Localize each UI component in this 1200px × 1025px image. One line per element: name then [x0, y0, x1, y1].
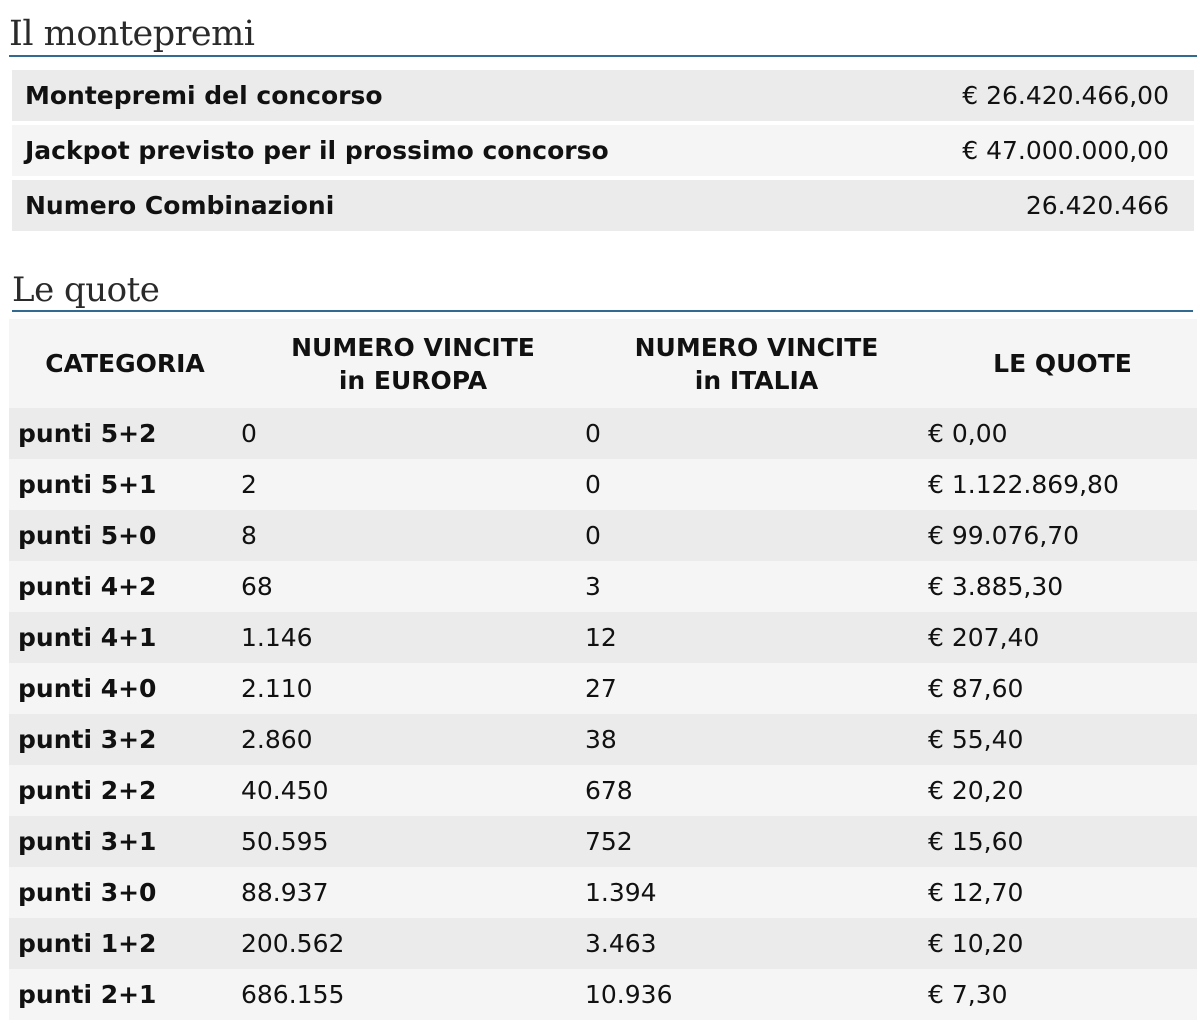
- cell-quota: € 10,20: [928, 918, 1197, 969]
- table-row: [9, 408, 1197, 459]
- cell-italia: 27: [585, 663, 928, 714]
- cell-europa: 1.146: [241, 612, 585, 663]
- cell-italia: 0: [585, 510, 928, 561]
- cell-quota: € 12,70: [928, 867, 1197, 918]
- cell-quota: € 1.122.869,80: [928, 459, 1197, 510]
- cell-categoria: punti 1+2: [9, 918, 241, 969]
- cell-italia: 752: [585, 816, 928, 867]
- summary-value: € 26.420.466,00: [962, 81, 1169, 110]
- cell-quota: € 99.076,70: [928, 510, 1197, 561]
- cell-categoria: punti 3+1: [9, 816, 241, 867]
- cell-italia: 3.463: [585, 918, 928, 969]
- cell-categoria: punti 2+1: [9, 969, 241, 1020]
- cell-categoria: punti 3+0: [9, 867, 241, 918]
- header-line: NUMERO VINCITE: [634, 332, 879, 362]
- header-quote: LE QUOTE: [928, 319, 1197, 408]
- cell-italia: 1.394: [585, 867, 928, 918]
- title-divider: [9, 55, 1197, 57]
- cell-italia: 12: [585, 612, 928, 663]
- header-vincite-europa: [241, 319, 585, 408]
- cell-quota: € 0,00: [928, 408, 1197, 459]
- cell-quota: € 15,60: [928, 816, 1197, 867]
- cell-italia: 678: [585, 765, 928, 816]
- summary-label: Jackpot previsto per il prossimo concorso: [25, 136, 609, 165]
- header-categoria: CATEGORIA: [9, 319, 241, 408]
- cell-europa: 2.860: [241, 714, 585, 765]
- cell-europa: 2.110: [241, 663, 585, 714]
- title-divider: [12, 310, 1193, 312]
- cell-italia: 10.936: [585, 969, 928, 1020]
- cell-europa: 0: [241, 408, 585, 459]
- summary-label: Montepremi del concorso: [25, 81, 383, 110]
- table-row: [9, 765, 1197, 816]
- header-line: in ITALIA: [694, 365, 819, 395]
- header-line: in EUROPA: [338, 365, 488, 395]
- cell-quota: € 20,20: [928, 765, 1197, 816]
- quote-title: Le quote: [12, 270, 160, 310]
- cell-categoria: punti 3+2: [9, 714, 241, 765]
- table-row: [9, 459, 1197, 510]
- cell-categoria: punti 4+1: [9, 612, 241, 663]
- table-row: [9, 867, 1197, 918]
- table-row: [9, 714, 1197, 765]
- cell-categoria: punti 5+2: [9, 408, 241, 459]
- cell-europa: 68: [241, 561, 585, 612]
- montepremi-title: Il montepremi: [9, 14, 255, 54]
- cell-quota: € 3.885,30: [928, 561, 1197, 612]
- cell-categoria: punti 2+2: [9, 765, 241, 816]
- cell-quota: € 87,60: [928, 663, 1197, 714]
- cell-italia: 0: [585, 459, 928, 510]
- summary-value: 26.420.466: [1025, 191, 1169, 220]
- cell-europa: 2: [241, 459, 585, 510]
- summary-value: € 47.000.000,00: [962, 136, 1169, 165]
- cell-italia: 38: [585, 714, 928, 765]
- cell-europa: 8: [241, 510, 585, 561]
- table-row: [9, 510, 1197, 561]
- cell-categoria: punti 4+0: [9, 663, 241, 714]
- table-row: [9, 969, 1197, 1020]
- cell-europa: 88.937: [241, 867, 585, 918]
- table-row: [9, 816, 1197, 867]
- cell-europa: 50.595: [241, 816, 585, 867]
- table-row: [9, 918, 1197, 969]
- table-row: [9, 612, 1197, 663]
- summary-row-jackpot: [12, 125, 1194, 176]
- cell-europa: 40.450: [241, 765, 585, 816]
- cell-quota: € 7,30: [928, 969, 1197, 1020]
- cell-categoria: punti 5+0: [9, 510, 241, 561]
- cell-europa: 686.155: [241, 969, 585, 1020]
- table-header-row: [9, 319, 1197, 408]
- cell-europa: 200.562: [241, 918, 585, 969]
- cell-italia: 3: [585, 561, 928, 612]
- header-vincite-italia: [585, 319, 928, 408]
- header-line: NUMERO VINCITE: [291, 332, 535, 362]
- montepremi-summary: [12, 70, 1194, 235]
- cell-categoria: punti 5+1: [9, 459, 241, 510]
- table-row: [9, 561, 1197, 612]
- summary-row-montepremi: [12, 70, 1194, 121]
- cell-italia: 0: [585, 408, 928, 459]
- quote-table: [9, 319, 1197, 1020]
- cell-quota: € 55,40: [928, 714, 1197, 765]
- cell-quota: € 207,40: [928, 612, 1197, 663]
- summary-row-combinazioni: [12, 180, 1194, 231]
- table-row: [9, 663, 1197, 714]
- summary-label: Numero Combinazioni: [25, 191, 335, 220]
- cell-categoria: punti 4+2: [9, 561, 241, 612]
